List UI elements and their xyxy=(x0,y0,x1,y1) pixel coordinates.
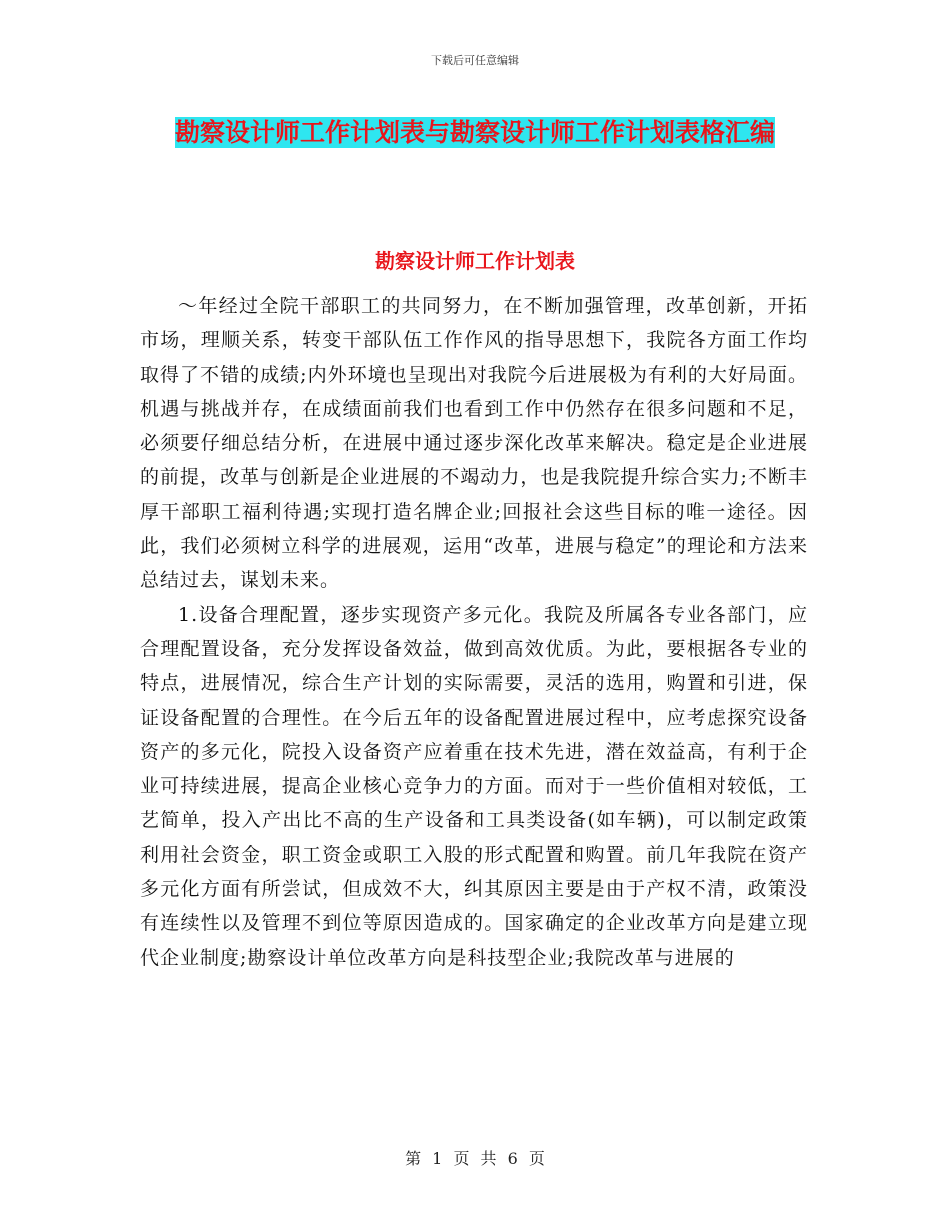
page-number: 第 1 页 共 6 页 xyxy=(405,1149,545,1168)
document-title xyxy=(140,112,810,154)
section-title: 勘察设计师工作计划表 xyxy=(375,249,575,273)
paragraph-intro: ～年经过全院干部职工的共同努力，在不断加强管理，改革创新，开拓市场，理顺关系，转变干部队伍工作作风的指导思想下，我院各方面工作均取得了不错的成绩;内外环境也呈现出对我院今后进展极为有利的大好局面。机遇与挑战并存，在成绩面前我们也看到工作中仍然存在很多问题和不足，必须要仔细总结分析，在进展中通过逐步深化改革来解决。稳定是企业进展的前提，改革与创新是企业进展的不竭动力，也是我院提升综合实力;不断丰厚干部职工福利待遇;实现打造名牌企业;回报社会这些目标的唯一途径。因此，我们必须树立科学的进展观，运用“改革，进展与稳定”的理论和方法来总结过去，谋划未来。 xyxy=(140,295,808,592)
document-title-text: 勘察设计师工作计划表与勘察设计师工作计划表格汇编 xyxy=(174,118,775,147)
paragraph-equipment: 1.设备合理配置，逐步实现资产多元化。我院及所属各专业各部门，应合理配置设备，充分发挥设备效益，做到高效优质。为此，要根据各专业的特点，进展情况，综合生产计划的实际需要，灵活的选用，购置和引进，保证设备配置的合理性。在今后五年的设备配置进展过程中，应考虑探究设备资产的多元化，院投入设备资产应着重在技术先进，潜在效益高，有利于企业可持续进展，提高企业核心竞争力的方面。而对于一些价值相对较低，工艺简单，投入产出比不高的生产设备和工具类设备(如车辆)，可以制定政策利用社会资金，职工资金或职工入股的形式配置和购置。前几年我院在资产多元化方面有所尝试，但成效不大，纠其原因主要是由于产权不清，政策没有连续性以及管理不到位等原因造成的。国家确定的企业改革方向是建立现代企业制度;勘察设计单位改革方向是科技型企业;我院改革与进展的 xyxy=(140,603,808,969)
page-header-note: 下载后可任意编辑 xyxy=(431,54,519,67)
document-body xyxy=(140,289,808,975)
